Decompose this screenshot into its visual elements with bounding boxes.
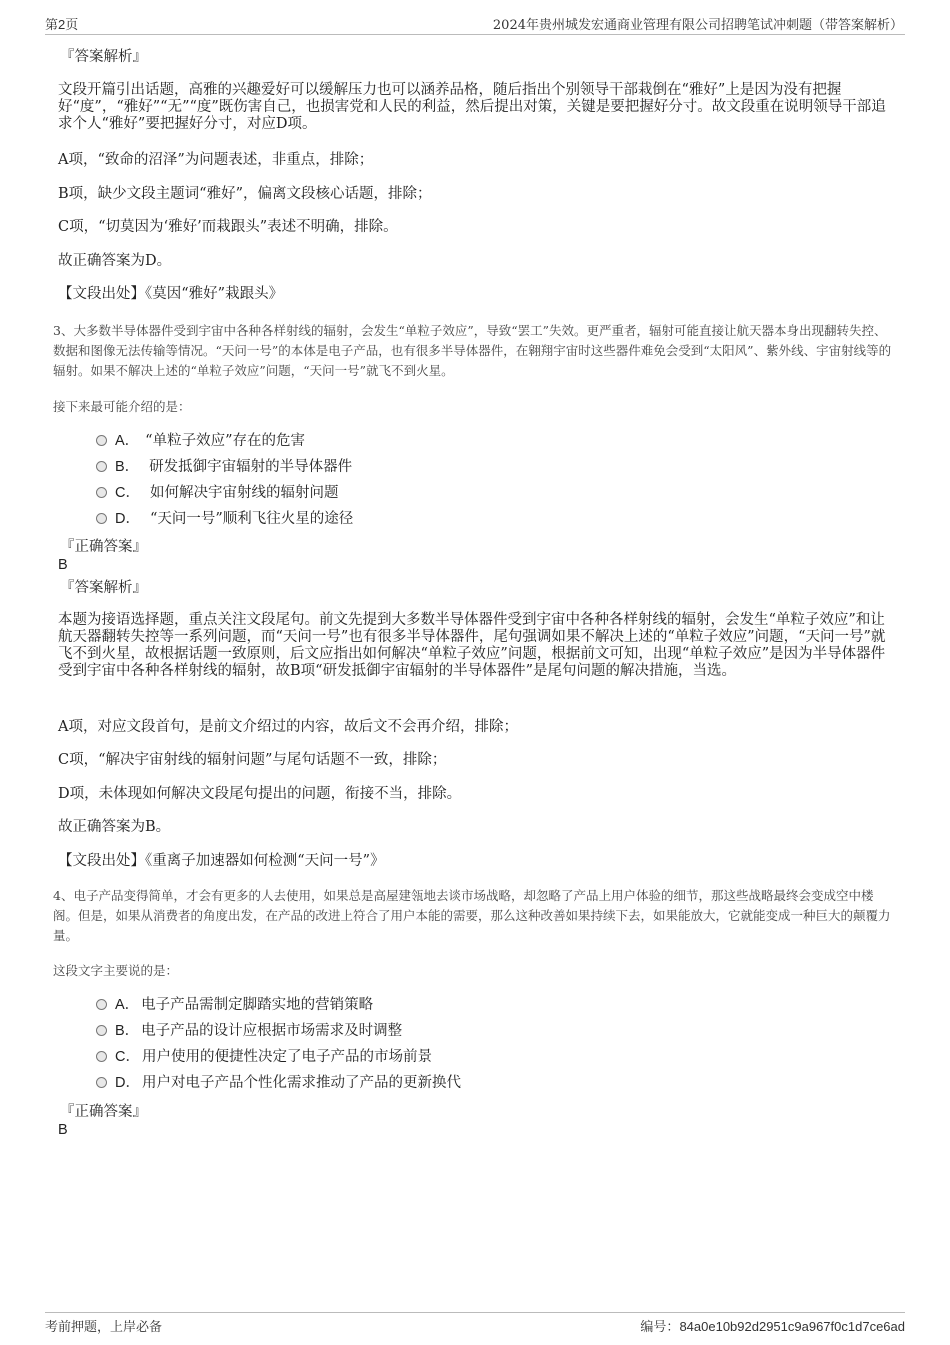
q4-option-b[interactable] — [96, 1023, 402, 1040]
option-text: 电子产品的设计应根据市场需求及时调整 — [141, 1023, 403, 1039]
q2-option-note-c: C项，“切莫因为‘雅好’而栽跟头”表述不明确，排除。 — [58, 219, 398, 235]
q3-source: 【文段出处】《重离子加速器如何检测“天问一号”》 — [58, 853, 385, 869]
q3-answer: B — [58, 557, 68, 573]
radio-button-icon[interactable] — [96, 1077, 107, 1088]
footer-code-label: 编号： — [640, 1320, 680, 1335]
q3-analysis-heading: 『答案解析』 — [60, 580, 147, 596]
radio-button-icon[interactable] — [96, 1025, 107, 1036]
document-title: 2024年贵州城发宏通商业管理有限公司招聘笔试冲刺题（带答案解析） — [492, 18, 903, 33]
radio-button-icon[interactable] — [96, 999, 107, 1010]
page-footer — [45, 1312, 905, 1333]
q4-stem: 4、电子产品变得简单，才会有更多的人去使用，如果总是高屋建瓴地去谈市场战略，却忽略了产品上用户体验的细节，那这些战略最终会变成空中楼阁。但是，如果从消费者的角度出发，在产品的改进上符合了用户本能的需要，那么这种改善如果持续下去，如果能放大，它就能变成一种巨大的颠覆力量。 — [53, 888, 891, 943]
q2-source: 【文段出处】《莫因“雅好”栽跟头》 — [58, 286, 284, 302]
q4-answer-heading: 『正确答案』 — [60, 1104, 147, 1120]
footer-code — [640, 1316, 905, 1335]
q3-option-d[interactable] — [96, 511, 353, 528]
option-letter: B． — [115, 1023, 140, 1039]
option-letter: D． — [115, 511, 140, 527]
footer-slogan: 考前押题，上岸必备 — [45, 1320, 163, 1335]
q4-prompt: 这段文字主要说的是： — [53, 963, 179, 978]
q4-option-d[interactable] — [96, 1075, 461, 1092]
page-header — [45, 14, 905, 35]
q3-analysis-text: 本题为接语选择题，重点关注文段尾句。前文先提到大多数半导体器件受到宇宙中各种各样射线的辐射，会发生“单粒子效应”和让航天器翻转失控等一系列问题，而“天问一号”也有很多半导体器件，尾句强调如果不解决上述的“单粒子效应”问题，“天问一号”就飞不到火星，故根据话题一致原则，后文应指出如何解决“单粒子效应”问题，根据前文可知，出现“单粒子效应”是因为半导体器件受到宇宙中各种各样射线的辐射，故B项“研发抵御宇宙辐射的半导体器件”是尾句问题的解决措施，当选。 — [58, 612, 886, 679]
option-letter: C． — [115, 1049, 140, 1065]
option-letter: A． — [115, 997, 140, 1013]
q3-stem: 3、大多数半导体器件受到宇宙中各种各样射线的辐射，会发生“单粒子效应”，导致“罢工”失效。更严重者，辐射可能直接让航天器本身出现翻转失控、数据和图像无法传输等情况。“天问一号”的本体是电子产品，也有很多半导体器件，在翱翔宇宙时这些器件难免会受到“太阳风”、紫外线、宇宙射线等的辐射。如果不解决上述的“单粒子效应”问题，“天问一号”就飞不到火星。 — [53, 323, 892, 378]
q3-option-b[interactable] — [96, 459, 352, 476]
option-letter: D． — [115, 1075, 140, 1091]
radio-button-icon[interactable] — [96, 1051, 107, 1062]
q2-analysis-heading: 『答案解析』 — [60, 49, 147, 65]
option-text: “天问一号”顺利飞往火星的途径 — [149, 511, 354, 527]
q2-option-note-a: A项，“致命的沼泽”为问题表述，非重点，排除； — [58, 152, 374, 168]
q3-option-c[interactable] — [96, 485, 338, 502]
option-letter: B． — [115, 459, 140, 475]
option-text: 如何解决宇宙射线的辐射问题 — [149, 485, 339, 501]
radio-button-icon[interactable] — [96, 513, 107, 524]
option-text: “单粒子效应”存在的危害 — [145, 433, 305, 449]
q3-option-note-a: A项，对应文段首句，是前文介绍过的内容，故后文不会再介绍，排除； — [58, 719, 518, 735]
q2-analysis-text: 文段开篇引出话题，高雅的兴趣爱好可以缓解压力也可以涵养品格，随后指出个别领导干部栽倒在“雅好”上是因为没有把握好“度”，“雅好”“无”“度”既伤害自己，也损害党和人民的利益，然后提出对策，关键是要把握好分寸。故文段重在说明领导干部追求个人“雅好”要把握好分寸，对应D项。 — [58, 82, 886, 132]
radio-button-icon[interactable] — [96, 487, 107, 498]
option-text: 研发抵御宇宙辐射的半导体器件 — [149, 459, 353, 475]
q3-option-note-d: D项，未体现如何解决文段尾句提出的问题，衔接不当，排除。 — [58, 786, 462, 802]
q3-answer-heading: 『正确答案』 — [60, 539, 147, 555]
option-text: 用户使用的便捷性决定了电子产品的市场前景 — [141, 1049, 432, 1065]
option-text: 用户对电子产品个性化需求推动了产品的更新换代 — [141, 1075, 461, 1091]
footer-code-value: 84a0e10b92d2951c9a967f0c1d7ce6ad — [679, 1319, 905, 1334]
q4-answer: B — [58, 1122, 68, 1138]
q2-option-note-b: B项，缺少文段主题词“雅好”，偏离文段核心话题，排除； — [58, 186, 432, 202]
radio-button-icon[interactable] — [96, 461, 107, 472]
q3-prompt: 接下来最可能介绍的是： — [53, 399, 191, 414]
q4-option-a[interactable] — [96, 997, 373, 1014]
page-number: 第2页 — [45, 17, 79, 32]
q3-option-a[interactable] — [96, 433, 305, 450]
option-text: 电子产品需制定脚踏实地的营销策略 — [141, 997, 374, 1013]
option-letter: C． — [115, 485, 140, 501]
option-letter: A． — [115, 433, 140, 449]
q3-conclusion: 故正确答案为B。 — [58, 819, 171, 835]
radio-button-icon[interactable] — [96, 435, 107, 446]
q2-conclusion: 故正确答案为D。 — [58, 253, 172, 269]
q4-option-c[interactable] — [96, 1049, 432, 1066]
q3-option-note-c: C项，“解决宇宙射线的辐射问题”与尾句话题不一致，排除； — [58, 752, 447, 768]
